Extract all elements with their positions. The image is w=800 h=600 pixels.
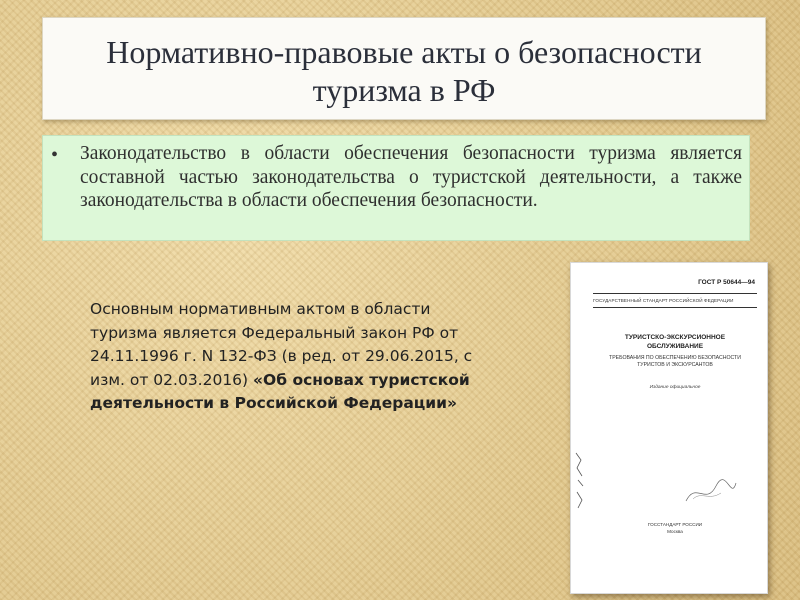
doc-rule-top (593, 293, 757, 294)
doc-side-handwriting (573, 448, 587, 518)
doc-gost-number: ГОСТ Р 50644—94 (698, 279, 755, 286)
main-paragraph (90, 298, 500, 416)
main-text-regular: Основным нормативным актом в области туризма является Федеральный закон РФ от 24.11.1996 г. N 132-ФЗ (в ред. от 29.06.2015, с изм. от 02.03.2016) (90, 300, 473, 389)
doc-edition: Издание официальное (649, 385, 701, 390)
doc-rule-mid (593, 307, 757, 308)
doc-stamp-scribble (681, 471, 741, 511)
bullet-text: Законодательство в области обеспечения безопасности туризма является составной частью законодательства о туристской деятельности, а также законодательства в области обеспечения безопасности. (80, 143, 742, 211)
gost-document-image (570, 262, 768, 594)
bullet-box (42, 135, 750, 241)
bullet-marker: • (51, 144, 59, 166)
doc-publisher: ГОССТАНДАРТ РОССИИ (647, 522, 703, 527)
doc-subtitle: ТРЕБОВАНИЯ ПО ОБЕСПЕЧЕНИЮ БЕЗОПАСНОСТИ ТУРИСТОВ И ЭКСКУРСАНТОВ (609, 355, 741, 368)
slide-title: Нормативно-правовые акты о безопасности туризма в РФ (106, 33, 702, 108)
main-text-bold: «Об основах туристской деятельности в Российской Федерации» (90, 370, 470, 412)
doc-publisher-block (601, 521, 749, 535)
doc-side-marks (573, 448, 587, 518)
title-box (42, 17, 766, 120)
doc-standard-label: ГОСУДАРСТВЕННЫЙ СТАНДАРТ РОССИЙСКОЙ ФЕДЕРАЦИИ (593, 298, 734, 303)
doc-title: ТУРИСТСКО-ЭКСКУРСИОННОЕ ОБСЛУЖИВАНИЕ (624, 334, 726, 350)
doc-city: Москва (667, 529, 683, 534)
